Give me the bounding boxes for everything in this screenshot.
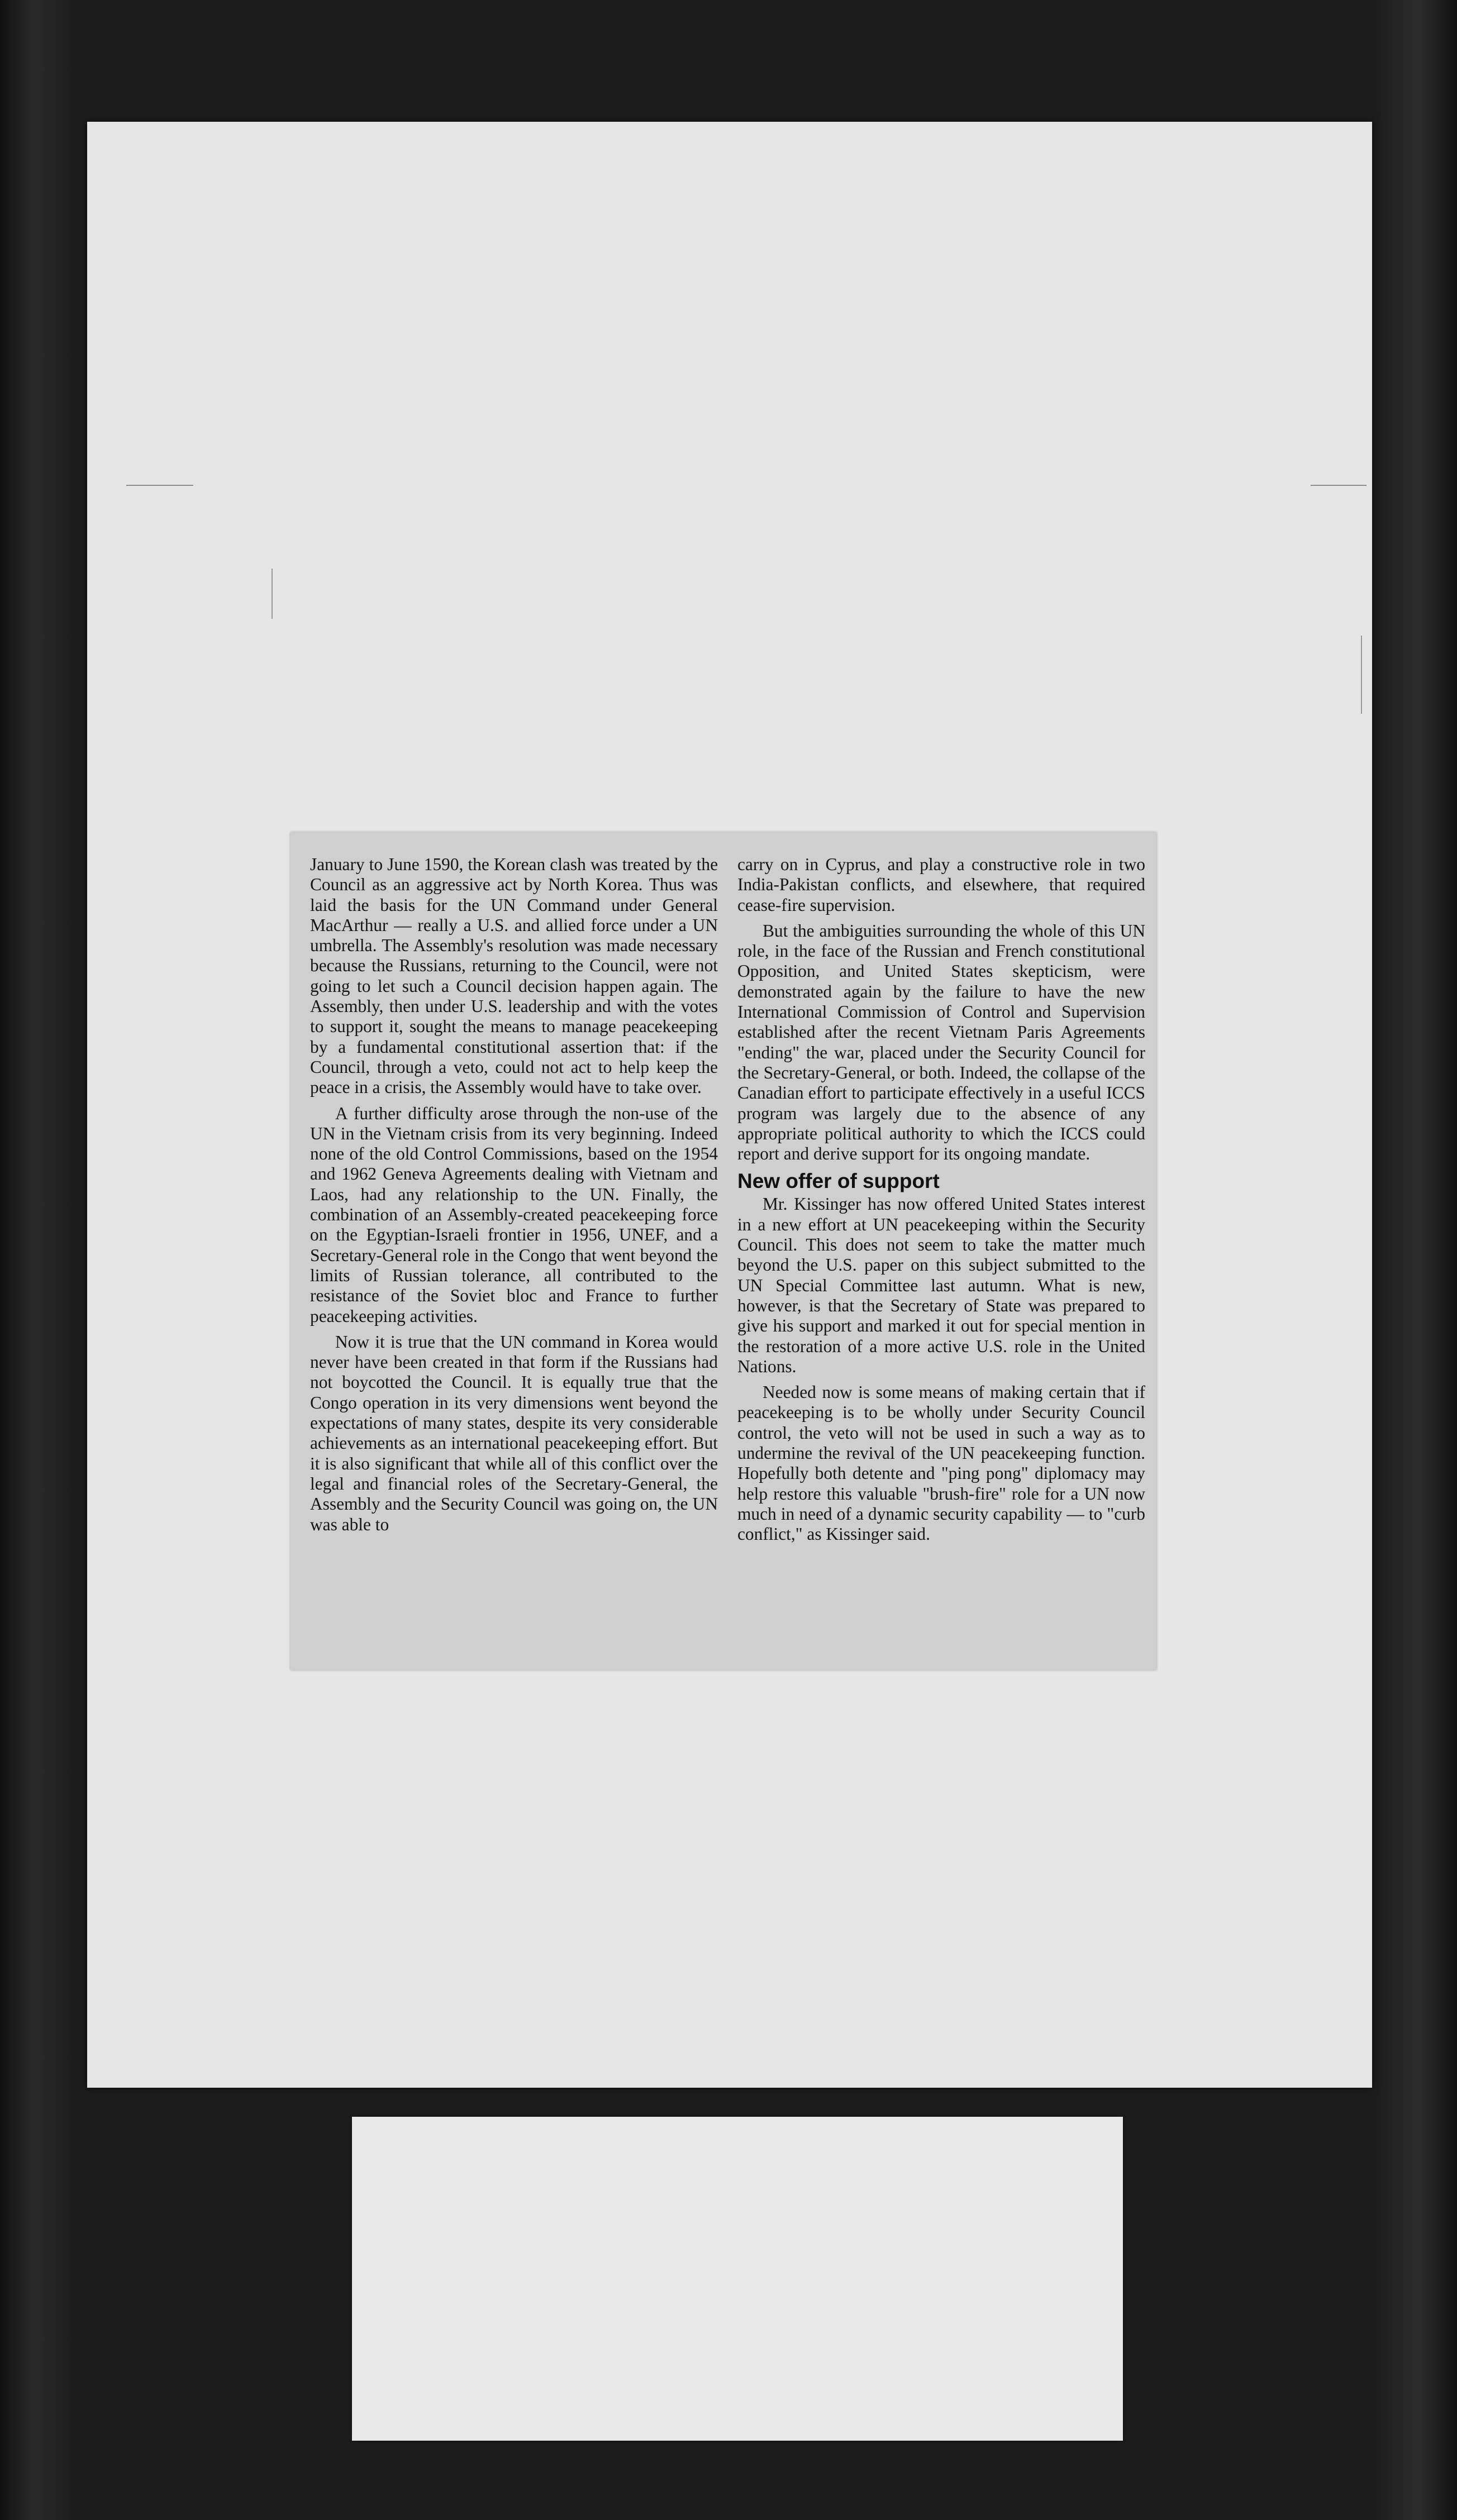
blank-slip [352, 2117, 1123, 2441]
page-mark [272, 569, 273, 619]
clipping-right-column [737, 855, 1145, 1550]
paragraph: Now it is true that the UN command in Korea would never have been created in that form if the Russians had not boycotted the Council. It is equally true that the Congo operation in its very dimensions went beyond the expectations of many states, despite its very considerable achievements as an international peacekeeping effort. But it is also significant that while all of this conflict over the legal and financial roles of the Secretary-General, the Assembly and the Security Council was going on, the UN was able to [310, 1331, 718, 1534]
paragraph: January to June 1590, the Korean clash was treated by the Council as an aggressive act by North Korea. Thus was laid the basis for the UN Command under General MacArthur — really a U.S. and allied force under a UN umbrella. The Assembly's resolution was made necessary because the Russians, returning to the Council, were not going to let such a Council decision happen again. The Assembly, then under U.S. leadership and with the votes to support it, sought the means to manage peacekeeping by a fundamental constitutional assertion that: if the Council, through a veto, could not act to help keep the peace in a crisis, the Assembly would have to take over. [310, 855, 718, 1097]
paragraph: Needed now is some means of making certain that if peacekeeping is to be wholly under Security Council control, the veto will not be used in such a way as to undermine the revival of the UN peacekeeping function. Hopefully both detente and "ping pong" diplomacy may help restore this valuable "brush-fire" role for a UN now much in need of a dynamic security capability — to "curb conflict," as Kissinger said. [737, 1382, 1145, 1544]
page-mark [1361, 636, 1362, 714]
newspaper-clipping [291, 832, 1156, 1670]
scanned-page [87, 122, 1372, 2088]
paragraph: A further difficulty arose through the non-use of the UN in the Vietnam crisis from its very beginning. Indeed none of the old Control Commissions, based on the 1954 and 1962 Geneva Agreements dealing with Vietnam and Laos, had any relationship to the UN. Finally, the combination of an Assembly-created peacekeeping force on the Egyptian-Israeli frontier in 1956, UNEF, and a Secretary-General role in the Congo that went beyond the limits of Russian tolerance, all contributed to the resistance of the Soviet bloc and France to further peacekeeping activities. [310, 1103, 718, 1326]
page-mark [126, 485, 193, 486]
subheading: New offer of support [737, 1170, 940, 1193]
paragraph: carry on in Cyprus, and play a constructive role in two India-Pakistan conflicts, and elsewhere, that required cease-fire supervision. [737, 855, 1145, 915]
page-mark [1311, 485, 1366, 486]
paragraph: But the ambiguities surrounding the whole of this UN role, in the face of the Russian and French constitutional Opposition, and United States skepticism, were demonstrated again by the failure to have the new International Commission of Control and Supervision established after the recent Vietnam Paris Agreements "ending" the war, placed under the Security Council for the Secretary-General, or both. Indeed, the collapse of the Canadian effort to participate effectively in a useful ICCS program was largely due to the absence of any appropriate political authority to which the ICCS could report and derive support for its ongoing mandate. [737, 920, 1145, 1164]
clipping-left-column [310, 855, 718, 1540]
paragraph: Mr. Kissinger has now offered United States interest in a new effort at UN peacekeeping within the Security Council. This does not seem to take the matter much beyond the U.S. paper on this subject submitted to the UN Special Committee last autumn. What is new, however, is that the Secretary of State was prepared to give his support and marked it out for special mention in the restoration of a more active U.S. role in the United Nations. [737, 1194, 1145, 1376]
